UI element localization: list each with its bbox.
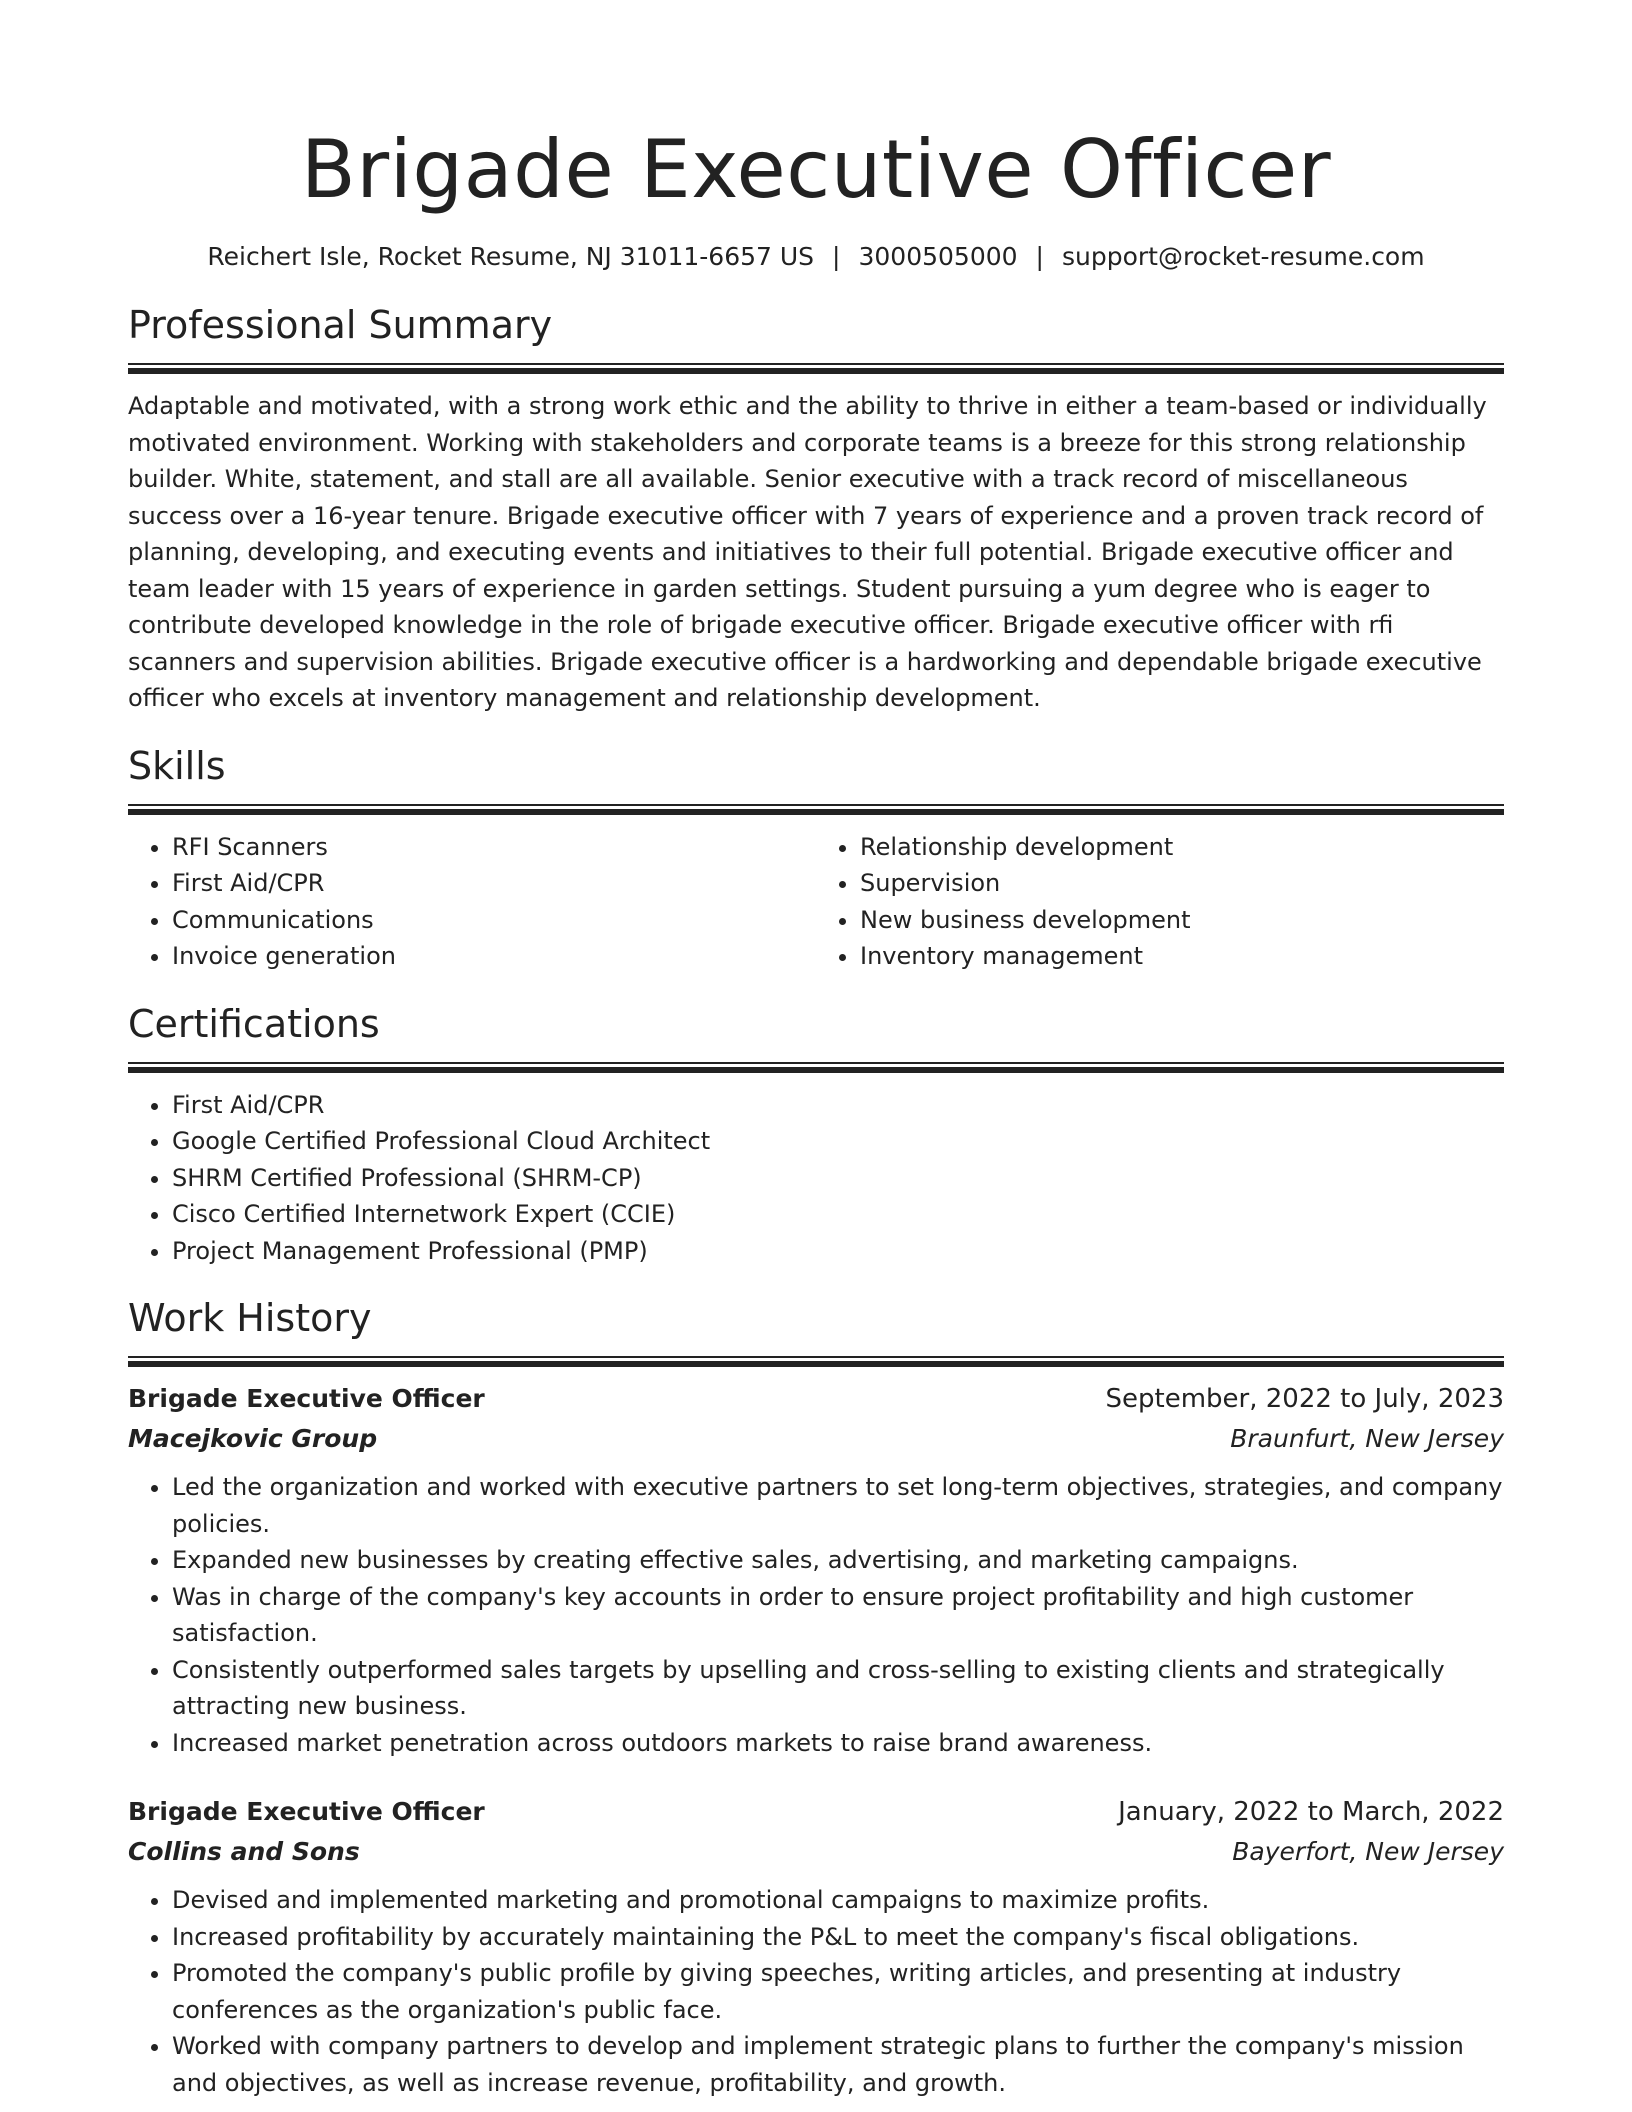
section-divider [128, 1062, 1504, 1073]
certification-item: • Project Management Professional (PMP) [172, 1233, 1504, 1270]
skill-item: • First Aid/CPR [172, 865, 816, 902]
section-divider [128, 804, 1504, 815]
certification-item: • Cisco Certified Internetwork Expert (CCIE) [172, 1196, 1504, 1233]
skill-item: • Relationship development [860, 829, 1504, 866]
job-company-row [128, 1419, 1504, 1459]
skills-heading: Skills [128, 743, 226, 788]
job-bullet: • Consistently outperformed sales targets by upselling and cross-selling to existing clients and strategically attracting new business. [172, 1652, 1504, 1725]
job-location: Bayerfort, New Jersey [1232, 1837, 1504, 1866]
skill-item: • Communications [172, 902, 816, 939]
skill-item: • RFI Scanners [172, 829, 816, 866]
skill-item: • Inventory management [860, 938, 1504, 975]
certification-item: • Google Certified Professional Cloud Architect [172, 1123, 1504, 1160]
job-bullet: • Promoted the company's public profile by giving speeches, writing articles, and presenting at industry conferences as the organization's public face. [172, 1955, 1504, 2028]
job-bullets [128, 1882, 1504, 2101]
job-company: Collins and Sons [128, 1837, 360, 1866]
contact-email: support@rocket-resume.com [1061, 242, 1425, 271]
job-bullet: • Was in charge of the company's key accounts in order to ensure project profitability and high customer satisfaction. [172, 1579, 1504, 1652]
job-title: Brigade Executive Officer [128, 1384, 485, 1413]
resume-title: Brigade Executive Officer [300, 123, 1332, 216]
certifications-section [128, 1000, 1504, 1270]
contact-address: Reichert Isle, Rocket Resume, NJ 31011-6657 US [207, 242, 815, 271]
job-title: Brigade Executive Officer [128, 1797, 485, 1826]
certifications-list [128, 1087, 1504, 1270]
skills-grid [128, 829, 1504, 975]
skills-right-list [816, 829, 1504, 975]
contact-phone: 3000505000 [858, 242, 1018, 271]
job-title-row [128, 1792, 1504, 1832]
work-history-heading: Work History [128, 1296, 372, 1340]
job-bullet: • Led the organization and worked with executive partners to set long-term objectives, strategies, and company policies. [172, 1469, 1504, 1542]
contact-separator: | [832, 242, 841, 271]
section-divider [128, 363, 1504, 374]
job-company: Macejkovic Group [128, 1424, 378, 1453]
job-location: Braunfurt, New Jersey [1230, 1424, 1504, 1453]
skills-section [128, 742, 1504, 975]
skill-item: • Invoice generation [172, 938, 816, 975]
contact-line [128, 240, 1504, 274]
job-bullet: • Expanded new businesses by creating effective sales, advertising, and marketing campaigns. [172, 1542, 1504, 1579]
contact-separator: | [1035, 242, 1044, 271]
certification-item: • SHRM Certified Professional (SHRM-CP) [172, 1160, 1504, 1197]
job-bullets [128, 1469, 1504, 1761]
work-history-section [128, 1294, 1504, 2101]
job-title-row [128, 1379, 1504, 1419]
job-entry [128, 1379, 1504, 1761]
summary-section [128, 301, 1504, 717]
certification-item: • First Aid/CPR [172, 1087, 1504, 1124]
skill-item: • Supervision [860, 865, 1504, 902]
job-company-row [128, 1832, 1504, 1872]
job-bullet: • Increased market penetration across outdoors markets to raise brand awareness. [172, 1725, 1504, 1762]
job-bullet: • Increased profitability by accurately maintaining the P&L to meet the company's fiscal obligations. [172, 1919, 1504, 1956]
job-entry [128, 1792, 1504, 2101]
skills-left-list [128, 829, 816, 975]
job-dates: January, 2022 to March, 2022 [1118, 1797, 1504, 1827]
summary-text: Adaptable and motivated, with a strong work ethic and the ability to thrive in either a team-based or individually motivated environment. Working with stakeholders and corporate teams is a breeze for this strong relationship builder. White, statement, and stall are all available. Senior executive with a track record of miscellaneous success over a 16-year tenure. Brigade executive officer with 7 years of experience and a proven track record of planning, developing, and executing events and initiatives to their full potential. Brigade executive officer and team leader with 15 years of experience in garden settings. Student pursuing a yum degree who is eager to contribute developed knowledge in the role of brigade executive officer. Brigade executive officer with rfi scanners and supervision abilities. Brigade executive officer is a hardworking and dependable brigade executive officer who excels at inventory management and relationship development. [128, 392, 1487, 712]
skill-item: • New business development [860, 902, 1504, 939]
job-bullet: • Worked with company partners to develop and implement strategic plans to further the company's mission and objectives, as well as increase revenue, profitability, and growth. [172, 2028, 1504, 2101]
section-divider [128, 1356, 1504, 1367]
job-dates: September, 2022 to July, 2023 [1105, 1384, 1504, 1414]
certifications-heading: Certifications [128, 1001, 380, 1046]
summary-heading: Professional Summary [128, 303, 553, 347]
job-bullet: • Devised and implemented marketing and promotional campaigns to maximize profits. [172, 1882, 1504, 1919]
